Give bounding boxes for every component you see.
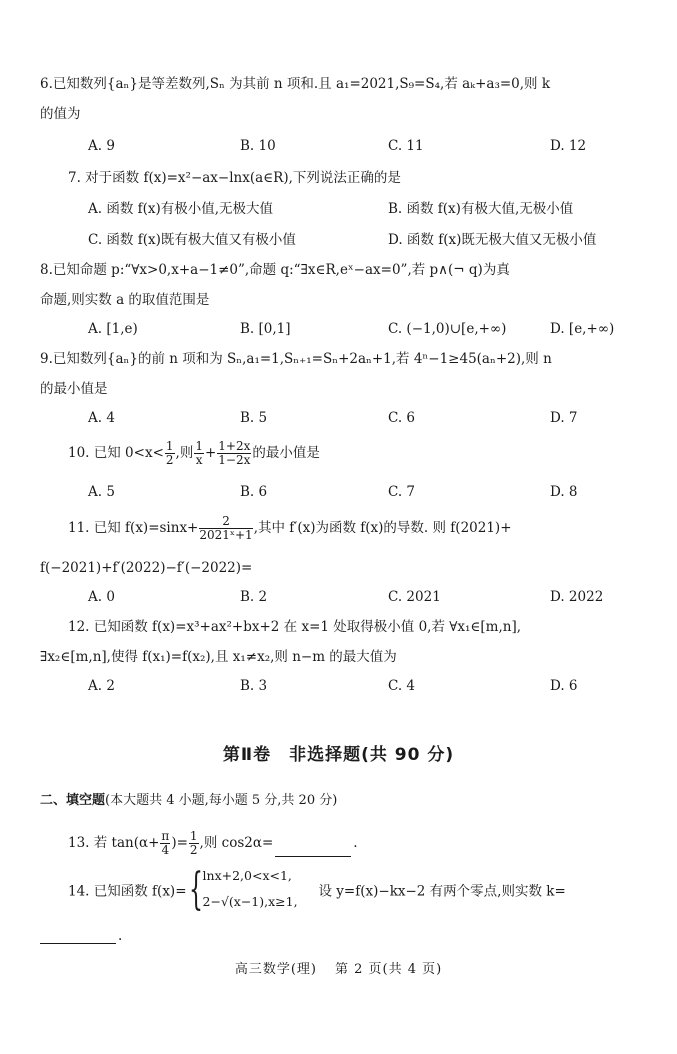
q7-option-a: A. 函数 f(x)有极小值,无极大值 xyxy=(88,201,274,217)
q6-line2: 的值为 xyxy=(40,106,81,122)
q6-option-c: C. 11 xyxy=(388,138,424,154)
q8-line2: 命题,则实数 a 的取值范围是 xyxy=(40,292,210,308)
q12-line2: ∃x₂∈[m,n],使得 f(x₁)=f(x₂),且 x₁≠x₂,则 n−m 的最大值为 xyxy=(40,649,397,665)
q12-option-a: A. 2 xyxy=(88,678,115,694)
q9-option-c: C. 6 xyxy=(388,410,416,426)
footer-subject: 高三数学(理) xyxy=(234,962,317,977)
q6-option-d: D. 12 xyxy=(550,138,587,154)
q14-piecewise xyxy=(188,864,319,916)
section-title: 第Ⅱ卷 非选择题(共 90 分) xyxy=(222,745,455,765)
q11-options xyxy=(88,591,647,609)
q8-options xyxy=(88,323,647,341)
q7-option-d: D. 函数 f(x)既无极大值又无极小值 xyxy=(388,232,597,248)
q14-case2: 2−√(x−1),x≥1, xyxy=(202,894,298,909)
q10-options xyxy=(88,486,647,504)
q11-option-c: C. 2021 xyxy=(388,589,441,605)
q7-option-c: C. 函数 f(x)既有极大值又有极小值 xyxy=(88,232,296,248)
q12-option-c: C. 4 xyxy=(388,678,416,694)
q9-option-b: B. 5 xyxy=(240,410,268,426)
q7-options-row1 xyxy=(88,203,647,221)
q9-options xyxy=(88,412,647,430)
q13-line: 13. 若 tan(α+ $\frac{\pi}{4}$ )= $\frac{1}{2}$ ,则 cos2α= . xyxy=(68,829,358,857)
q8-option-d: D. [e,+∞) xyxy=(550,321,615,337)
q7-option-b: B. 函数 f(x)有极大值,无极小值 xyxy=(388,201,574,217)
q14-answer-blank[interactable] xyxy=(40,942,116,944)
q7-line1: 7. 对于函数 f(x)=x²−ax−lnx(a∈R),下列说法正确的是 xyxy=(68,170,401,186)
q10-frac-1x: $\frac{1}{x}$ xyxy=(195,439,203,467)
q9-option-a: A. 4 xyxy=(88,410,115,426)
q8-option-c: C. (−1,0)∪[e,+∞) xyxy=(388,321,507,337)
q7-options-row2 xyxy=(88,234,647,252)
q12-option-b: B. 3 xyxy=(240,678,268,694)
page-footer xyxy=(0,963,677,976)
q12-line1: 12. 已知函数 f(x)=x³+ax²+bx+2 在 x=1 处取得极小值 0,若 ∀x₁∈[m,n], xyxy=(68,619,522,635)
q6-option-b: B. 10 xyxy=(240,138,276,154)
q13-frac-half: $\frac{1}{2}$ xyxy=(189,829,198,857)
q14-line2: . xyxy=(40,930,641,944)
q10-frac-main: $\frac{1+2x}{1-2x}$ xyxy=(218,439,251,467)
q11-option-b: B. 2 xyxy=(240,589,268,605)
part2-heading: 二、填空题(本大题共 4 小题,每小题 5 分,共 20 分) xyxy=(40,793,338,808)
q10-option-a: A. 5 xyxy=(88,484,115,500)
q6-option-a: A. 9 xyxy=(88,138,115,154)
q10-frac-half: $\frac{1}{2}$ xyxy=(165,439,174,467)
q11-option-d: D. 2022 xyxy=(550,589,604,605)
q10-option-c: C. 7 xyxy=(388,484,416,500)
q12-options xyxy=(88,680,647,698)
q9-line1: 9.已知数列{aₙ}的前 n 项和为 Sₙ,a₁=1,Sₙ₊₁=Sₙ+2aₙ+1,若 4ⁿ−1≥45(aₙ+2),则 n xyxy=(40,351,552,367)
q6-options xyxy=(88,140,647,158)
q6-line1: 6.已知数列{aₙ}是等差数列,Sₙ 为其前 n 项和.且 a₁=2021,S₉=S₄,若 aₖ+a₃=0,则 k xyxy=(40,76,551,92)
q8-line1: 8.已知命题 p:“∀x>0,x+a−1≠0”,命题 q:“∃x∈R,eˣ−ax=0”,若 p∧(¬ q)为真 xyxy=(40,262,510,278)
q8-option-a: A. [1,e) xyxy=(88,321,138,337)
q9-line2: 的最小值是 xyxy=(40,381,108,397)
q14-line1: 14. 已知函数 f(x)= { lnx+2,0<x<1, 2−√(x−1),x≥1, 设 y=f(x)−kx−2 有两个零点,则实数 k= xyxy=(68,864,566,915)
q10-option-d: D. 8 xyxy=(550,484,578,500)
q11-line2: f(−2021)+f′(2022)−f′(−2022)= xyxy=(40,560,253,576)
q14-brace: { xyxy=(188,864,203,915)
q9-option-d: D. 7 xyxy=(550,410,578,426)
q10-option-b: B. 6 xyxy=(240,484,268,500)
q14-case1: lnx+2,0<x<1, xyxy=(202,868,292,883)
q13-answer-blank[interactable] xyxy=(275,855,351,857)
q8-option-b: B. [0,1] xyxy=(240,321,291,337)
q13-frac-pi4: $\frac{\pi}{4}$ xyxy=(161,829,170,857)
q11-option-a: A. 0 xyxy=(88,589,115,605)
footer-page: 第 2 页(共 4 页) xyxy=(334,962,443,977)
q11-frac: $\frac{2}{\text{2021ˣ+1}}$ xyxy=(199,514,253,542)
q10-line1: 10. 已知 0<x< $\frac{1}{2}$ ,则 $\frac{1}{x}$ + $\frac{1+2x}{1-2x}$ 的最小值是 xyxy=(68,439,320,467)
q12-option-d: D. 6 xyxy=(550,678,578,694)
q11-line1: 11. 已知 f(x)=sinx+ $\frac{2}{\text{2021ˣ+1}}$ ,其中 f′(x)为函数 f(x)的导数. 则 f(2021)+ xyxy=(68,514,512,542)
